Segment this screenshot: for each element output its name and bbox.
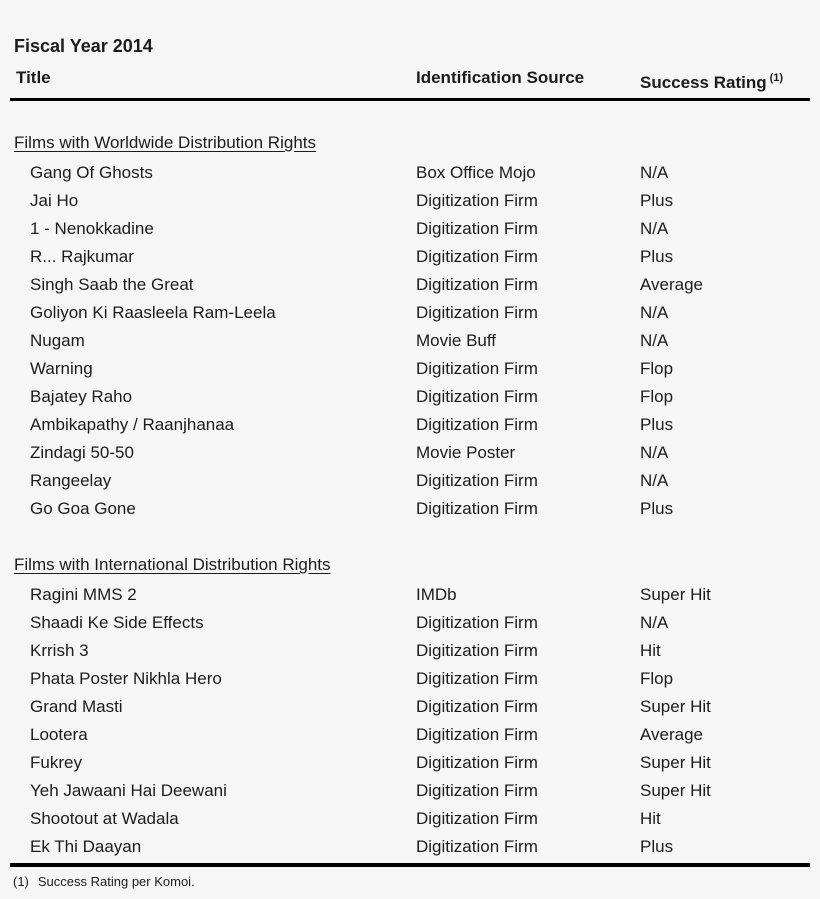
cell-source: Digitization Firm bbox=[416, 641, 538, 660]
cell-rating: N/A bbox=[640, 471, 669, 490]
cell-rating: Flop bbox=[640, 359, 674, 378]
cell-title: Ragini MMS 2 bbox=[30, 585, 137, 604]
cell-source: Digitization Firm bbox=[416, 303, 538, 322]
cell-rating: N/A bbox=[640, 219, 669, 238]
cell-source: Digitization Firm bbox=[416, 613, 538, 632]
cell-rating: N/A bbox=[640, 613, 669, 632]
cell-source: Digitization Firm bbox=[416, 837, 538, 856]
cell-title: Fukrey bbox=[30, 753, 82, 772]
cell-source: Movie Buff bbox=[416, 331, 497, 350]
cell-source: Digitization Firm bbox=[416, 725, 538, 744]
cell-source: Digitization Firm bbox=[416, 387, 538, 406]
cell-title: 1 - Nenokkadine bbox=[30, 219, 154, 238]
table-header-row bbox=[10, 66, 810, 101]
table-row bbox=[0, 327, 820, 355]
cell-title: R... Rajkumar bbox=[30, 247, 134, 266]
table-row bbox=[0, 581, 820, 609]
cell-title: Krrish 3 bbox=[30, 641, 89, 660]
cell-title: Yeh Jawaani Hai Deewani bbox=[30, 781, 227, 800]
cell-rating: N/A bbox=[640, 443, 669, 462]
cell-title: Grand Masti bbox=[30, 697, 123, 716]
fiscal-year-title: Fiscal Year 2014 bbox=[14, 36, 153, 56]
cell-title: Go Goa Gone bbox=[30, 499, 136, 518]
cell-title: Singh Saab the Great bbox=[30, 275, 194, 294]
cell-rating: Flop bbox=[640, 387, 674, 406]
table-row bbox=[0, 355, 820, 383]
cell-rating: Plus bbox=[640, 415, 674, 434]
column-header-source: Identification Source bbox=[416, 68, 585, 87]
cell-title: Zindagi 50-50 bbox=[30, 443, 134, 462]
cell-rating: Average bbox=[640, 275, 704, 294]
footnote bbox=[13, 874, 820, 890]
table-row bbox=[0, 467, 820, 495]
cell-rating: Super Hit bbox=[640, 697, 711, 716]
table-body bbox=[0, 129, 820, 861]
section-heading bbox=[14, 551, 820, 579]
cell-title: Warning bbox=[30, 359, 93, 378]
cell-title: Bajatey Raho bbox=[30, 387, 133, 406]
cell-title: Nugam bbox=[30, 331, 85, 350]
cell-rating: Plus bbox=[640, 499, 674, 518]
table-row bbox=[0, 159, 820, 187]
cell-source: Digitization Firm bbox=[416, 219, 538, 238]
cell-source: Digitization Firm bbox=[416, 471, 538, 490]
footnote-text: Success Rating per Komoi. bbox=[37, 874, 195, 889]
footnote-marker: (1) bbox=[13, 874, 29, 889]
cell-title: Ek Thi Daayan bbox=[30, 837, 142, 856]
cell-source: Digitization Firm bbox=[416, 697, 538, 716]
cell-source: Digitization Firm bbox=[416, 499, 538, 518]
cell-title: Shootout at Wadala bbox=[30, 809, 179, 828]
cell-rating: N/A bbox=[640, 163, 669, 182]
footnote-reference-superscript: (1) bbox=[769, 72, 784, 84]
table-row bbox=[0, 383, 820, 411]
cell-source: Digitization Firm bbox=[416, 753, 538, 772]
cell-title: Shaadi Ke Side Effects bbox=[30, 613, 204, 632]
column-header-rating bbox=[640, 66, 810, 95]
table-row bbox=[0, 749, 820, 777]
cell-source: Digitization Firm bbox=[416, 415, 538, 434]
table-row bbox=[0, 411, 820, 439]
cell-title: Jai Ho bbox=[30, 191, 79, 210]
cell-rating: Plus bbox=[640, 191, 674, 210]
cell-rating: Plus bbox=[640, 837, 674, 856]
table-row bbox=[0, 439, 820, 467]
table-row bbox=[0, 609, 820, 637]
table-row bbox=[0, 805, 820, 833]
table-row bbox=[0, 299, 820, 327]
table-row bbox=[0, 833, 820, 861]
table-row bbox=[0, 187, 820, 215]
cell-title: Ambikapathy / Raanjhanaa bbox=[30, 415, 235, 434]
cell-rating: Super Hit bbox=[640, 585, 711, 604]
cell-rating: Hit bbox=[640, 641, 661, 660]
cell-title: Phata Poster Nikhla Hero bbox=[30, 669, 222, 688]
section-heading-label: Films with Worldwide Distribution Rights bbox=[14, 133, 316, 152]
column-header-rating-label: Success Rating bbox=[640, 73, 767, 92]
bottom-rule bbox=[10, 863, 810, 867]
cell-source: Digitization Firm bbox=[416, 247, 538, 266]
cell-rating: Super Hit bbox=[640, 781, 711, 800]
cell-source: Digitization Firm bbox=[416, 275, 538, 294]
cell-source: Digitization Firm bbox=[416, 781, 538, 800]
table-row bbox=[0, 271, 820, 299]
cell-source: Digitization Firm bbox=[416, 809, 538, 828]
cell-rating: Flop bbox=[640, 669, 674, 688]
cell-source: Movie Poster bbox=[416, 443, 516, 462]
cell-rating: N/A bbox=[640, 331, 669, 350]
cell-source: IMDb bbox=[416, 585, 457, 604]
cell-source: Digitization Firm bbox=[416, 359, 538, 378]
cell-title: Gang Of Ghosts bbox=[30, 163, 153, 182]
cell-title: Lootera bbox=[30, 725, 88, 744]
cell-rating: Super Hit bbox=[640, 753, 711, 772]
table-row bbox=[0, 215, 820, 243]
cell-source: Digitization Firm bbox=[416, 669, 538, 688]
column-header-title: Title bbox=[16, 68, 51, 87]
cell-source: Digitization Firm bbox=[416, 191, 538, 210]
cell-title: Rangeelay bbox=[30, 471, 112, 490]
cell-rating: Hit bbox=[640, 809, 661, 828]
table-row bbox=[0, 777, 820, 805]
cell-rating: N/A bbox=[640, 303, 669, 322]
table-row bbox=[0, 721, 820, 749]
cell-rating: Average bbox=[640, 725, 704, 744]
cell-rating: Plus bbox=[640, 247, 674, 266]
table-row bbox=[0, 665, 820, 693]
section-heading bbox=[14, 129, 820, 157]
cell-source: Box Office Mojo bbox=[416, 163, 536, 182]
table-row bbox=[0, 243, 820, 271]
section-heading-label: Films with International Distribution Rights bbox=[14, 555, 331, 574]
table-row bbox=[0, 637, 820, 665]
table-row bbox=[0, 693, 820, 721]
cell-title: Goliyon Ki Raasleela Ram-Leela bbox=[30, 303, 276, 322]
table-row bbox=[0, 495, 820, 523]
